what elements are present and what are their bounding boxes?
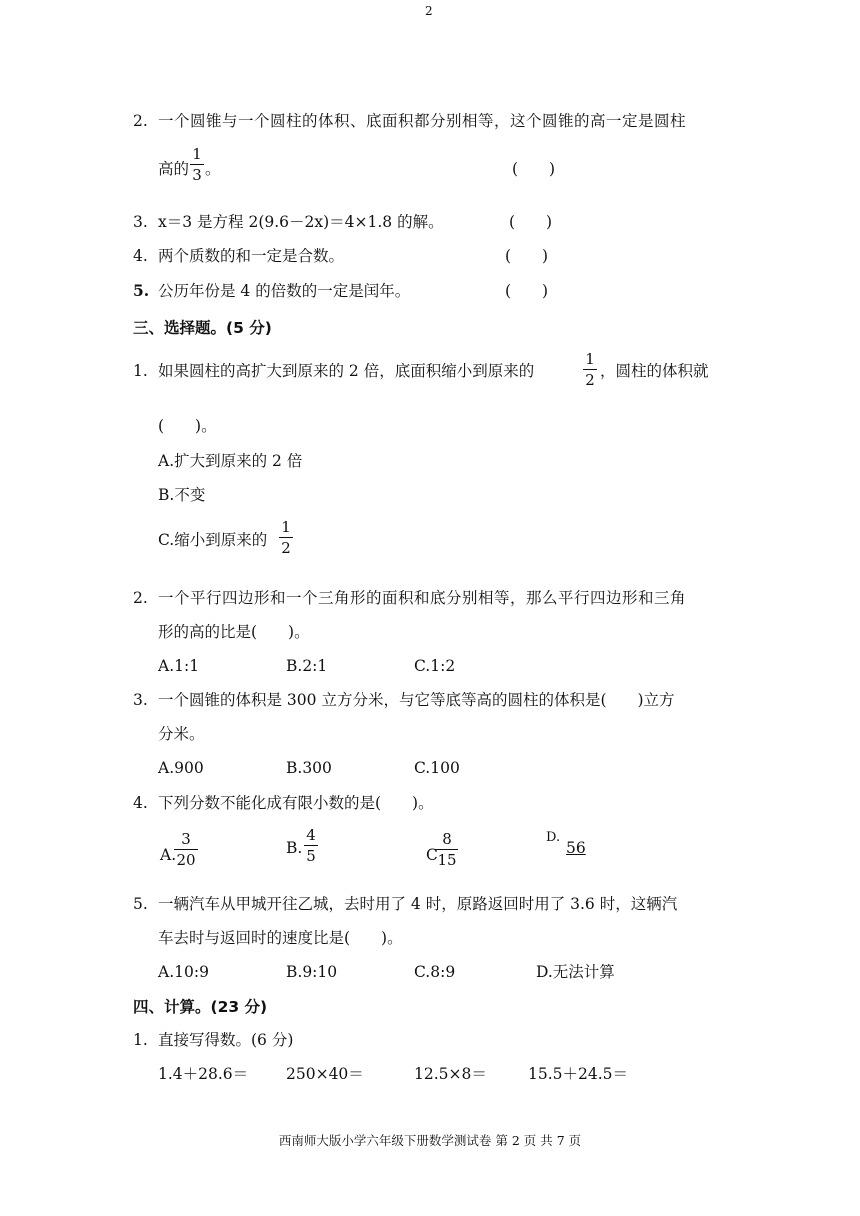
s3-q3-line1: 一个圆锥的体积是 300 立方分米，与它等底等高的圆柱的体积是( )立方 <box>158 691 675 709</box>
fraction-numerator: 8 <box>442 830 452 848</box>
fraction-denominator: 20 <box>176 851 196 869</box>
judge-q2-fraction <box>190 145 204 184</box>
s3-q1-option-c: C.缩小到原来的 <box>158 531 268 549</box>
judge-q4-answer-paren[interactable]: ( ) <box>505 247 549 265</box>
s3-q4-option-d-value: 56 <box>566 839 586 857</box>
s3-q4-text: 下列分数不能化成有限小数的是( )。 <box>158 794 434 812</box>
s3-q3-line2: 分米。 <box>158 725 205 743</box>
s4-q1-number: 1. <box>133 1031 148 1049</box>
s3-q1-fraction <box>583 350 597 389</box>
judge-q5-text: 公历年份是 4 的倍数的一定是闰年。 <box>158 282 411 300</box>
s3-q5-option-b: B.9:10 <box>286 963 338 981</box>
judge-q2-answer-paren[interactable]: ( ) <box>512 160 556 178</box>
s3-q1-answer-paren[interactable]: ( )。 <box>158 417 217 435</box>
judge-q4-number: 4. <box>133 247 148 265</box>
judge-q2-number: 2. <box>133 112 148 130</box>
s3-q1-option-b: B.不变 <box>158 486 206 504</box>
calc-item: 1.4＋28.6＝ <box>158 1065 249 1083</box>
fraction-denominator: 15 <box>437 851 457 869</box>
s3-q1-text-suffix: ，圆柱的体积就 <box>600 362 709 380</box>
judge-q5-number: 5. <box>133 281 150 300</box>
s3-q4-option-b-label: B. <box>286 839 303 857</box>
s3-q2-option-b: B.2:1 <box>286 657 328 675</box>
s3-q5-line2: 车去时与返回时的速度比是( )。 <box>158 929 403 947</box>
s3-q1-number: 1. <box>133 362 148 380</box>
fraction-denominator: 5 <box>306 847 316 865</box>
fraction-denominator: 2 <box>585 371 595 389</box>
s3-q5-line1: 一辆汽车从甲城开往乙城，去时用了 4 时，原路返回时用了 3.6 时，这辆汽 <box>158 895 678 913</box>
s3-q4-option-d-label: D. <box>546 830 561 845</box>
section4-title: 四、计算。(23 分) <box>133 998 268 1016</box>
s3-q5-option-d: D.无法计算 <box>536 963 615 981</box>
judge-q3-answer-paren[interactable]: ( ) <box>509 213 553 231</box>
s3-q4-option-c-label: C <box>426 846 438 864</box>
s3-q2-number: 2. <box>133 589 148 607</box>
s3-q4-option-c-fraction <box>436 830 458 869</box>
s3-q3-number: 3. <box>133 691 148 709</box>
fraction-numerator: 1 <box>192 145 202 163</box>
s3-q4-number: 4. <box>133 794 148 812</box>
s3-q3-option-c: C.100 <box>414 759 460 777</box>
section3-title: 三、选择题。(5 分) <box>133 319 272 337</box>
s3-q4-option-a-fraction <box>174 830 198 869</box>
s3-q5-option-c: C.8:9 <box>414 963 456 981</box>
s3-q2-line1: 一个平行四边形和一个三角形的面积和底分别相等，那么平行四边形和三角 <box>158 589 687 607</box>
s3-q1-option-c-fraction <box>279 518 293 557</box>
s3-q5-number: 5. <box>133 895 148 913</box>
fraction-denominator: 2 <box>281 539 291 557</box>
calc-item: 12.5×8＝ <box>414 1065 487 1083</box>
s3-q5-option-a: A.10:9 <box>158 963 209 981</box>
fraction-numerator: 3 <box>181 830 191 848</box>
calc-item: 250×40＝ <box>286 1065 364 1083</box>
s3-q2-option-c: C.1:2 <box>414 657 456 675</box>
calc-item: 15.5＋24.5＝ <box>528 1065 629 1083</box>
page-number: 2 <box>425 4 433 18</box>
s3-q3-option-a: A.900 <box>158 759 204 777</box>
fraction-numerator: 4 <box>306 826 316 844</box>
s3-q4-option-a-label: A. <box>160 846 177 864</box>
fraction-numerator: 1 <box>585 350 595 368</box>
s3-q1-option-a: A.扩大到原来的 2 倍 <box>158 452 303 470</box>
page-footer: 西南师大版小学六年级下册数学测试卷 第 2 页 共 7 页 <box>278 1133 582 1148</box>
judge-q2-line2-suffix: 。 <box>205 160 221 178</box>
judge-q3-number: 3. <box>133 213 148 231</box>
fraction-numerator: 1 <box>281 518 291 536</box>
judge-q5-answer-paren[interactable]: ( ) <box>505 282 549 300</box>
s4-q1-text: 直接写得数。(6 分) <box>158 1031 294 1049</box>
judge-q2-line1: 一个圆锥与一个圆柱的体积、底面积都分别相等，这个圆锥的高一定是圆柱 <box>158 112 687 130</box>
fraction-denominator: 3 <box>192 166 202 184</box>
s3-q2-option-a: A.1:1 <box>158 657 200 675</box>
s3-q1-text: 如果圆柱的高扩大到原来的 2 倍，底面积缩小到原来的 <box>158 362 535 380</box>
s3-q4-option-b-fraction <box>304 826 318 865</box>
judge-q2-line2-prefix: 高的 <box>158 160 190 178</box>
s3-q2-line2: 形的高的比是( )。 <box>158 623 310 641</box>
judge-q3-text: x＝3 是方程 2(9.6－2x)＝4×1.8 的解。 <box>158 213 444 231</box>
judge-q4-text: 两个质数的和一定是合数。 <box>158 247 345 265</box>
s3-q3-option-b: B.300 <box>286 759 332 777</box>
